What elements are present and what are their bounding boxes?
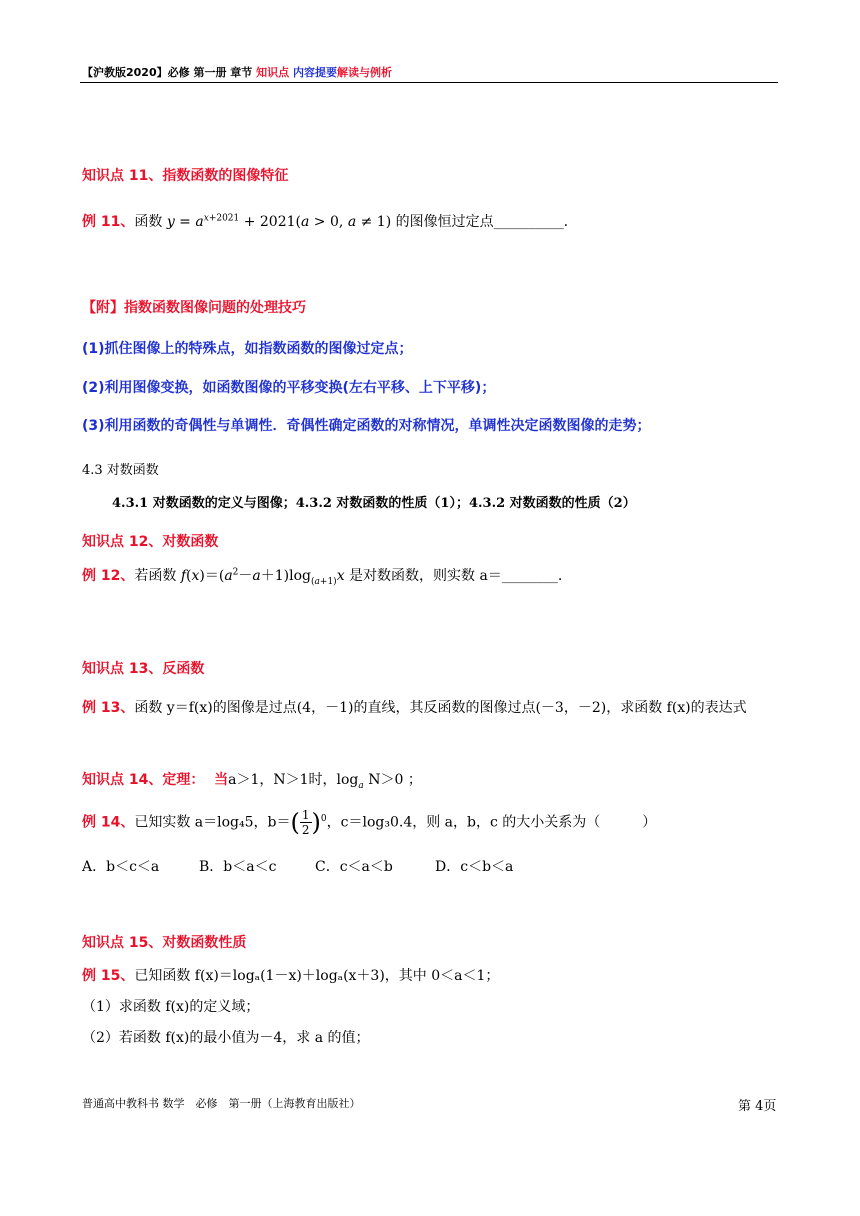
- ex14-option-d: D．c＜b＜a: [435, 859, 514, 875]
- example-15: [82, 965, 499, 985]
- ex11-text: 函数: [134, 214, 167, 230]
- ex14-text1: 已知实数 a＝log₄5，b＝: [134, 814, 291, 831]
- header-series: 【沪教版2020】必修 第一册 章节: [82, 66, 257, 79]
- ex15-question-2: （2）若函数 f(x)的最小值为－4，求 a 的值；: [82, 1030, 370, 1046]
- kp14-label: 知识点 14、定理：: [82, 772, 205, 788]
- ex15-label: 例 15、: [82, 968, 135, 984]
- appendix-item-1: (1)抓住图像上的特殊点，如指数函数的图像过定点；: [82, 341, 413, 357]
- ex11-tail: 的图像恒过定点__________.: [395, 214, 569, 230]
- kp15-title: 知识点 15、对数函数性质: [82, 935, 247, 951]
- ex14-text2: ，c＝log₃0.4，则 a，b，c 的大小关系为（ ）: [326, 814, 657, 831]
- ex13-text: 函数 y＝f(x)的图像是过点(4，－1)的直线，其反函数的图像过点(－3，－2)，求函数 f(x)的表达式: [134, 700, 747, 716]
- appendix-item-2: (2)利用图像变换，如函数图像的平移变换(左右平移、上下平移)；: [82, 380, 496, 396]
- kp14-formula: a＞1，N＞1时，$\log_a N>0$ ；: [228, 772, 422, 791]
- ex13-label: 例 13、: [82, 700, 135, 716]
- ex14-fraction: $\frac{1}{2}$: [301, 808, 310, 837]
- header-rule: [80, 82, 778, 83]
- header-analysis: 解读与例析: [336, 66, 392, 79]
- header-summary: 内容提要: [289, 66, 337, 79]
- ex14-option-a: A．b＜c＜a: [82, 859, 160, 875]
- kp12-title: 知识点 12、对数函数: [82, 534, 219, 550]
- ex14-label: 例 14、: [82, 814, 135, 831]
- ex12-tail: 是对数函数，则实数 a＝________.: [349, 568, 563, 584]
- kp13-title: 知识点 13、反函数: [82, 661, 205, 677]
- ex15-question-1: （1）求函数 f(x)的定义域；: [82, 999, 260, 1015]
- example-14: 例 14、已知实数 a＝log₄5，b＝( $\frac{1}{2}$ )$^0$，c＝log₃0.4，则 a，b，c 的大小关系为（ ）: [82, 808, 657, 837]
- kp14-cond: 当: [214, 772, 229, 788]
- kp11-title: 知识点 11、指数函数的图像特征: [82, 168, 289, 184]
- page-header: [82, 64, 392, 80]
- kp14-title: [82, 769, 422, 791]
- appendix-item-3: (3)利用函数的奇偶性与单调性．奇偶性确定函数的对称情况，单调性决定函数图像的走势；: [82, 418, 651, 434]
- ex11-label: 例 11、: [82, 214, 135, 230]
- ex14-option-b: B．b＜a＜c: [199, 859, 277, 875]
- ex12-label: 例 12、: [82, 568, 135, 584]
- footer-page-number: 第 4页: [738, 1099, 777, 1114]
- example-13: [82, 697, 747, 717]
- section-heading: 4.3 对数函数: [82, 463, 159, 478]
- appendix-title: 【附】指数函数图像问题的处理技巧: [82, 300, 306, 316]
- ex12-formula: $f(x)=(a^2-a+1)\log_{(a+1)}x$: [180, 567, 345, 587]
- ex11-formula: y: [166, 214, 175, 230]
- ex15-text: 已知函数 f(x)＝logₐ(1－x)＋logₐ(x＋3)，其中 0＜a＜1；: [134, 968, 500, 984]
- header-knowledge: 知识点: [256, 66, 290, 79]
- example-11: 例 11、函数 $y = a^{x+2021} + 2021(a > 0$, a ≠ 1) 的图像恒过定点__________.: [82, 213, 569, 230]
- footer-textbook: 普通高中教科书 数学 必修 第一册（上海教育出版社）: [82, 1097, 361, 1110]
- example-12: [82, 565, 562, 587]
- ex12-text: 若函数: [134, 568, 181, 584]
- ex14-option-c: C．c＜a＜b: [315, 859, 393, 875]
- section-sub: 4.3.1 对数函数的定义与图像；4.3.2 对数函数的性质（1）；4.3.2 对数函数的性质（2）: [112, 496, 636, 511]
